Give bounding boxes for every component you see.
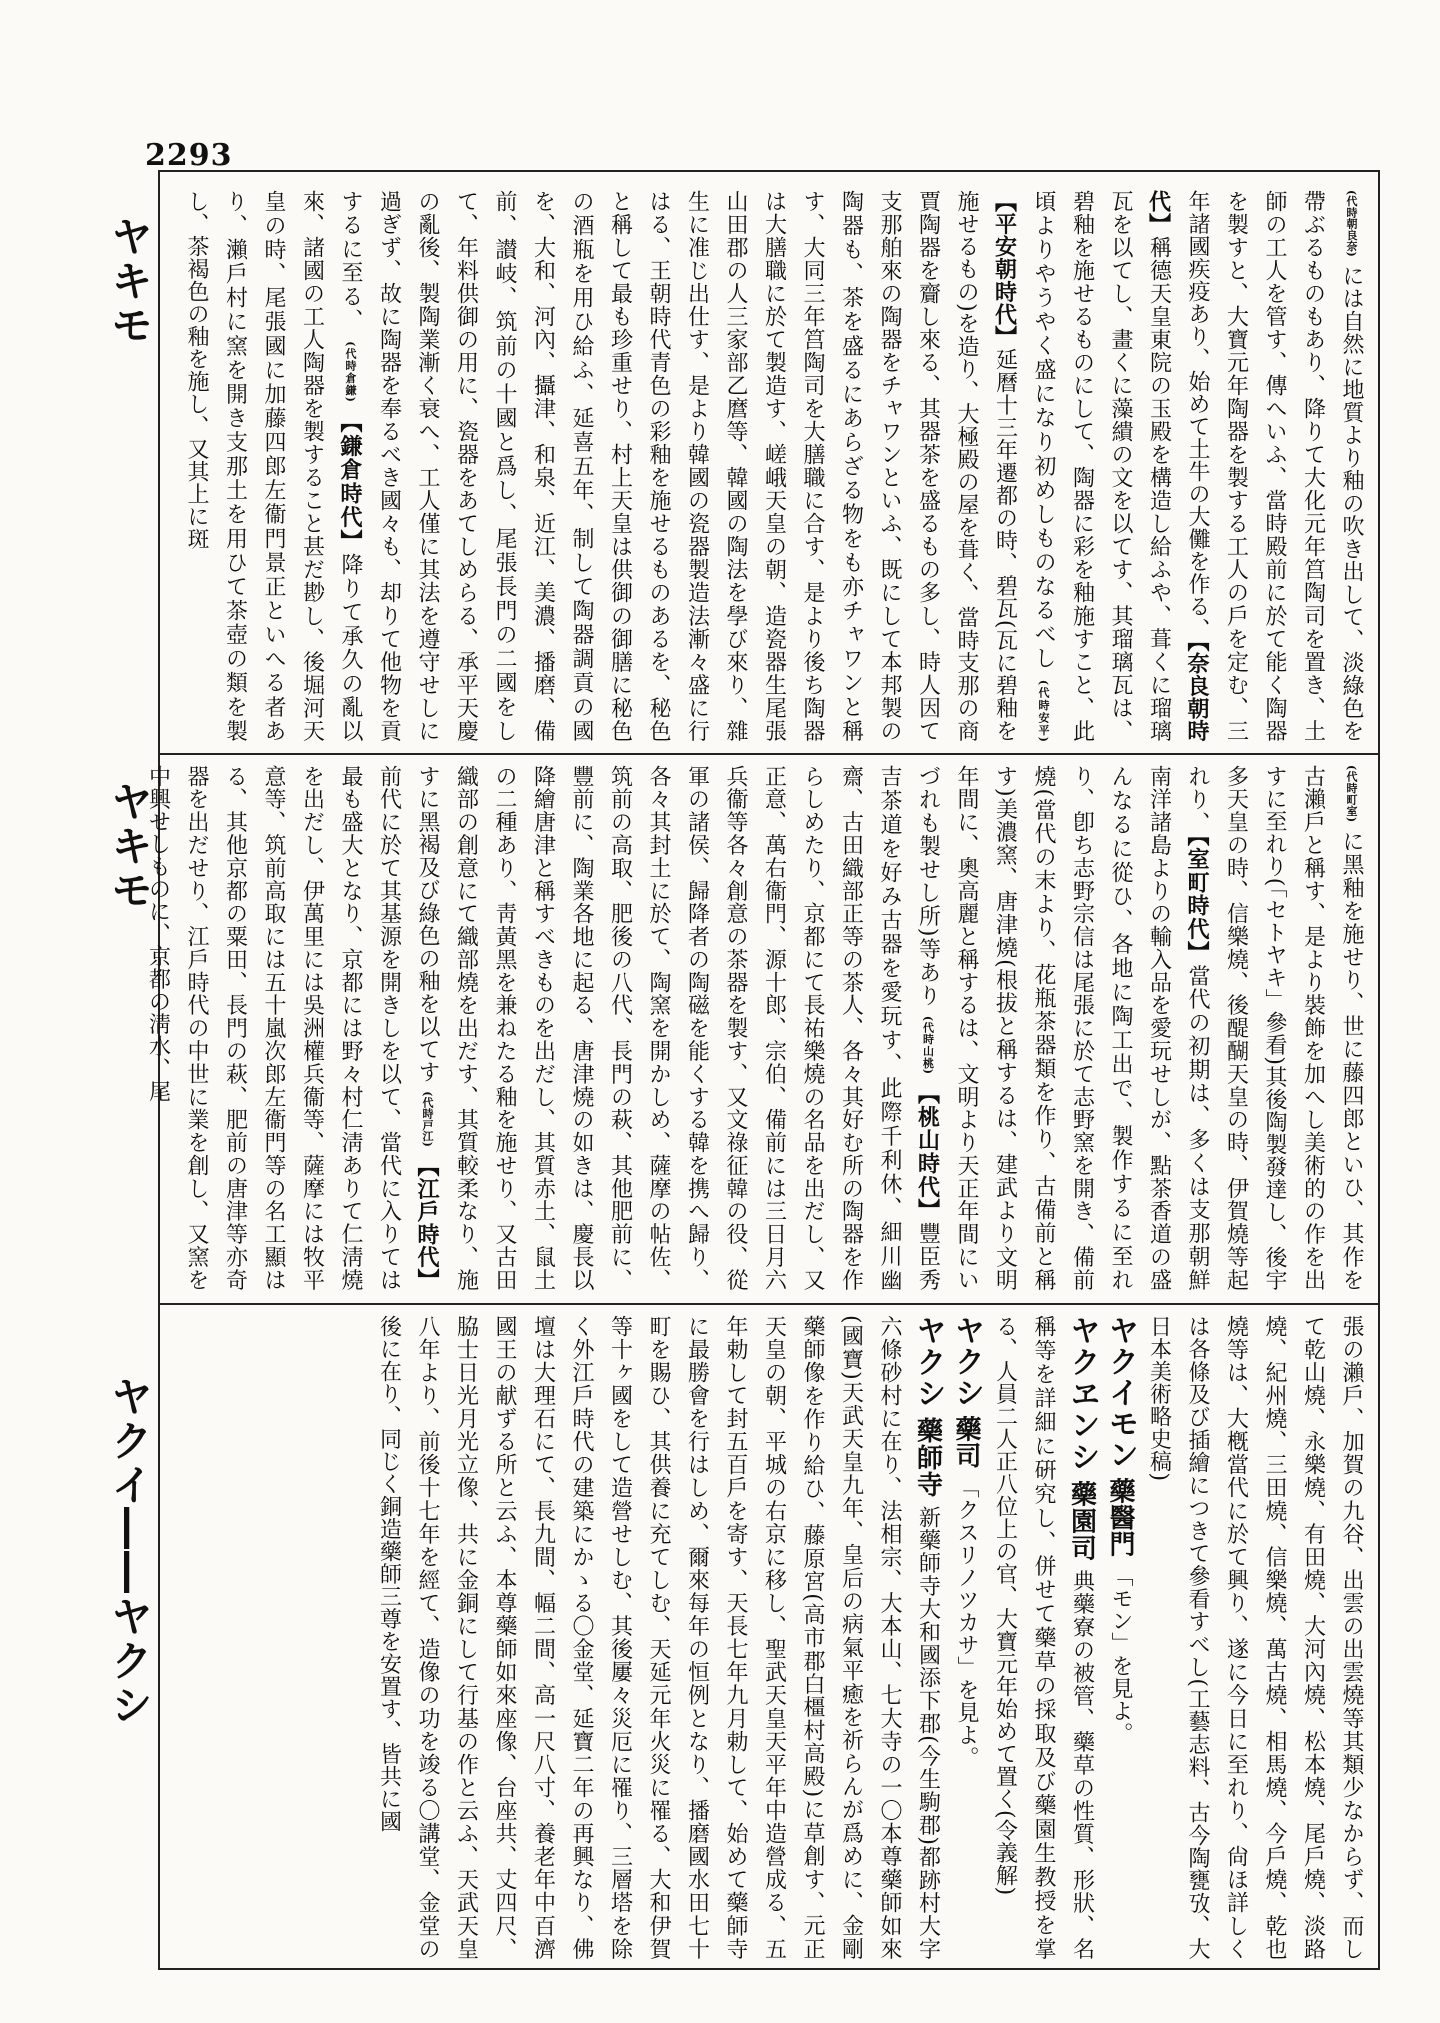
paragraph: に黑釉を施せり、世に藤四郎といひ、其作を古瀨戶と稱す、是より裝飾を加へし美術的の作を出すに至れり(「セトヤキ」參看)其後陶製發達し、後宇多天皇の時、信樂燒、後醍醐天皇の時、伊賀燒等起れり、	[1185, 765, 1364, 1291]
entry-heading: ヤクヱンシ	[1064, 1315, 1100, 1473]
era-heading: 【鎌倉時代】	[337, 410, 363, 554]
era-tag-nara: (代時朝良奈)	[1345, 190, 1358, 257]
entry-heading: ヤクイモン	[1103, 1315, 1138, 1470]
entry-kanji: 藥園司	[1066, 1480, 1097, 1562]
entry-heading: ヤクシ	[949, 1315, 984, 1408]
side-header-3: ヤクイ――ヤクシ	[105, 1375, 154, 1727]
era-tag-edo: (代時戸江)	[421, 1091, 434, 1147]
entry-text: 新藥師寺大和國添下郡(今生駒郡)都跡村大字六條砂村に在り、法相宗、大本山、七大寺の一〇本尊藥師如來(國寶)天武天皇九年、皇后の病氣平癒を祈らんが爲めに、金剛藥師像を作り給ひ、藤原宮(高市郡白橿村高殿)に草創す、元正天皇の朝、平城の右京に移し、聖武天皇天平年中造營成る、五年勅して封五百戶を寄す、天長七年九月勅して、始めて藥師寺に最勝會を行はしめ、爾來每年の恒例となり、播磨國水田七十町を賜ひ、其供養に充てしむ、天延元年火災に罹る、大和伊賀等十ヶ國をして造營せしむ、其後屢々災厄に罹り、三層塔を除く外江戶時代の建築にかゝる〇金堂、延寶二年の再興なり、佛壇は大理石にて、長九間、幅二間、高一尺八寸、養老年中百濟國王の献ずる所と云ふ、本尊藥師如來座像、台座共、丈四尺、脇士日光月光立像、共に金銅にして行基の作と云ふ、天武天皇八年より、前後十七年を經て、造像の功を竣る〇講堂、金堂の後に在り、同じく銅造藥師三尊を安置す、皆共に國	[376, 1315, 941, 1961]
entry-heading: ヤクシ	[910, 1315, 946, 1410]
paragraph: 延曆十三年遷都の時、碧瓦(瓦に碧釉を施せるもの)を造り、大極殿の屋を葺く、當時支那の商賈陶器を齎し來る、其器茶を盛るもの多し、時人因て支那舶來の陶器をチャワンといふ、既にして本邦製の陶器も、茶を盛るにあらざる物をも亦チャワンと稱す、大同三年筥陶司を大膳職に合す、是より後ち陶器は大膳職に於て製造す、嵯峨天皇の朝、造瓷器生尾張山田郡の人三家部乙麿等、韓國の陶法を學び來り、雜生に准じ出仕す、是より韓國の瓷器製造法漸々盛に行はる、王朝時代青色の彩釉を施せるものあるを、秘色と稱して最も珍重せり、村上天皇は供御の御膳に秘色の酒瓶を用ひ給ふ、延喜五年、制して陶器調貢の國を、大和、河內、攝津、和泉、近江、美濃、播磨、備前、讃岐、筑前の十國と爲し、尾張長門の二國をして、年料供御の用に、瓷器をあてしめらる、承平天慶の亂後、製陶業漸く衰へ、工人僅に其法を遵守せしに過ぎず、故に陶器を奉るべき國々も、却りて他物を貢するに至る、	[338, 190, 1018, 743]
era-tag-muromachi: (代時町室)	[1345, 765, 1358, 823]
paragraph: 前代に於て其基源を開きしを以て、當代に入りては最も盛大となり、京都には野々村仁淸ありて仁淸燒を出だし、伊萬里には吳洲權兵衞等、薩摩には牧平意等、筑前高取には五十嵐次郎左衞門等の名工顯はる、其他京都の粟田、長門の萩、肥前の唐津等亦奇器を出だせり、江戶時代の中世に業を創し、又窯を中興せしものに、京都の淸水、尾	[145, 765, 402, 1291]
paragraph: 張の瀨戶、加賀の九谷、出雲の出雲燒等其類少なからず、而して乾山燒、永樂燒、有田燒、大河內燒、松本燒、尾戶燒、淡路燒、紀州燒、三田燒、信樂燒、萬古燒、相馬燒、今戶燒、乾也燒等は、大槪當代に於て興り、遂に今日に至れり、尙ほ詳しくは各條及び插繪につきて參看すべし(工藝志料、古今陶甕攷、大日本美術略史稿)	[1146, 1315, 1364, 1960]
entry-text: 典藥寮の被管、藥草の性質、形狀、名稱等を詳細に硏究し、併せて藥草の採取及び藥園生教授を掌る、人員二人正八位上の官、大寶元年始めて置く(令義解)	[992, 1315, 1095, 1960]
paragraph: 稱德天皇東院の玉殿を構造し給ふや、葺くに瑠璃瓦を以てし、畫くに藻繢の文を以てす、其瑠璃瓦は、碧釉を施せるものにして、陶器に彩を釉施すこと、此頃よりやうやく盛になり初めしものなるべし	[1031, 190, 1172, 743]
page-number: 2293	[145, 138, 233, 173]
era-tag-kamakura: (代時倉鎌)	[344, 341, 357, 402]
era-heading: 【桃山時代】	[914, 1082, 941, 1222]
era-heading: 【奈良朝時代】	[1145, 190, 1210, 743]
paragraph: 降りて承久の亂以來、諸國の工人陶器を製すること甚だ尠し、後堀河天皇の時、尾張國に加藤四郎左衞門景正といへる者あり、瀨戶村に窯を開き支那土を用ひて茶壺の類を製し、茶褐色の釉を施し、又其上に斑	[184, 190, 363, 743]
section-divider-2	[158, 1303, 1380, 1305]
era-heading: 【平安朝時代】	[991, 190, 1018, 349]
side-header-2: ヤキモ	[105, 780, 154, 912]
section-yakimo-2	[145, 765, 1370, 1292]
entry-kanji: 藥師寺	[912, 1417, 943, 1498]
era-heading: 【江戶時代】	[414, 1154, 440, 1291]
paragraph: 豐臣秀吉茶道を好み古器を愛玩す、此際千利休、細川幽齋、古田織部正等の茶人、各々其好む所の陶器を作らしめたり、京都にて長祐樂燒の名品を出だし、又正意、萬右衞門、源十郎、宗伯、備前には三日月六兵衞等各々創意の茶器を製す、又文祿征韓の役、從軍の諸侯、歸降者の陶磁を能くする韓を携へ歸り、各々其封土に於て、陶窯を開かしめ、薩摩の帖佐、筑前の高取、肥後の八代、長門の萩、其他肥前に、豐前に、陶業各地に起る、唐津燒の如きは、慶長以降繪唐津と稱すべきものを出だし、其質赤土、鼠土の二種あり、靑黃黑を兼ねたる釉を施せり、又古田織部の創意にて織部燒を出だす、其質較柔なり、施すに黑褐及び綠色の釉を以てす	[415, 765, 941, 1292]
section-yakimo-1	[170, 190, 1370, 742]
entry-kanji: 藥醫門	[1105, 1477, 1135, 1557]
era-tag-momoyama: (代時山桃)	[921, 1015, 935, 1075]
paragraph: には自然に地質より釉の吹き出して、淡綠色を帶ぶるものもあり、降りて大化元年筥陶司を置き、土師の工人を管す、傳へいふ、當時殿前に於て能く陶器を製すと、大寶元年陶器を製する工人の戶を定む、三年諸國疾疫あり、始めて土牛の大儺を作る、	[1185, 190, 1364, 742]
side-header-1: ヤキモ	[105, 215, 154, 347]
entry-kanji: 藥司	[951, 1415, 981, 1469]
paragraph: 當代の初期は、多くは支那朝鮮南洋諸島よりの輸入品を愛玩せしが、點茶香道の盛んなるに從ひ、各地に陶工出で、製作するに至れり、卽ち志野宗信は尾張に於て志野窯を開き、備前燒(當代の末より、花瓶茶器類を作り、古備前と稱す)美濃窯、唐津燒(根拔と稱するは、建武より文明年間に、奧高麗と稱するは、文明より天正年間にいづれも製せし所)等あり	[915, 765, 1210, 1292]
era-heading: 【室町時代】	[1184, 835, 1210, 965]
section-yakui-yakushi	[170, 1315, 1370, 1960]
era-tag-heian: (代時安平)	[1037, 679, 1050, 743]
entry-text: 「モン」を見よ。	[1108, 1564, 1133, 1745]
entry-text: 「クスリノツカサ」を見よ。	[954, 1476, 979, 1769]
section-divider-1	[158, 753, 1380, 755]
